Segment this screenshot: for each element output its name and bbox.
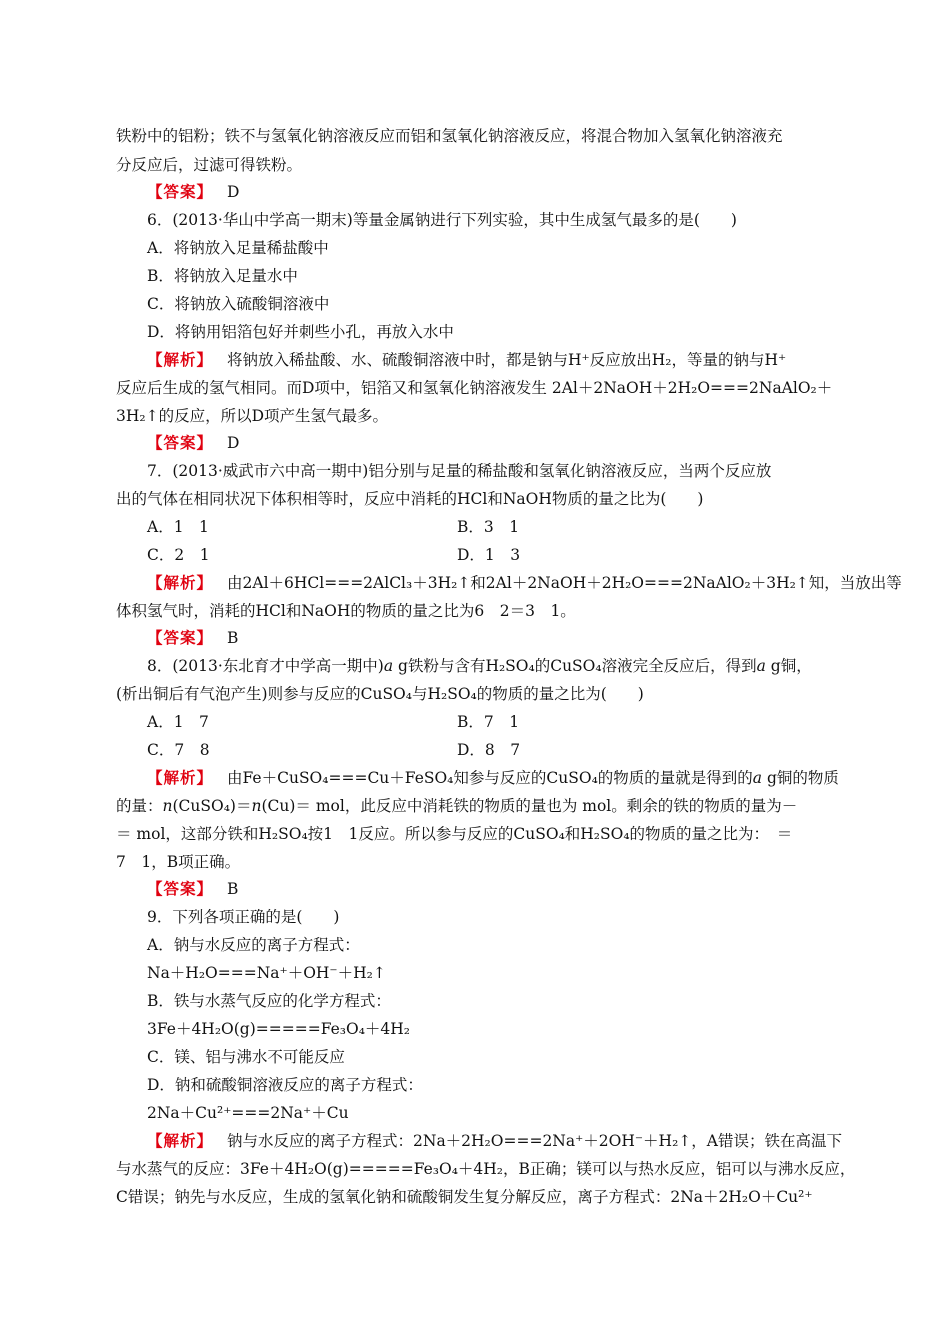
option-b: B．3 1: [457, 518, 520, 536]
analysis-line: 体积氢气时，消耗的HCl和NaOH的物质的量之比为6 2＝3 1。: [116, 602, 576, 620]
answer-value: D: [227, 183, 240, 201]
option-b: B．将钠放入足量水中: [147, 267, 298, 285]
question-stem: 8．(2013·东北育才中学高一期中)a g铁粉与含有H₂SO₄的CuSO₄溶液完全反应后，得到a g铜，: [147, 657, 812, 675]
analysis-line: 【解析】 由Fe＋CuSO₄===Cu＋FeSO₄知参与反应的CuSO₄的物质的量就是得到的a g铜的物质: [147, 768, 839, 787]
analysis-line: 7 1，B项正确。: [116, 853, 241, 871]
question-stem: 9．下列各项正确的是( ): [147, 908, 340, 926]
question-stem: 7．(2013·威武市六中高一期中)铝分别与足量的稀盐酸和氢氧化钠溶液反应，当两个反应放: [147, 462, 772, 480]
option-row: [0, 517, 950, 537]
answer-label: 【答案】: [147, 628, 214, 647]
option-c: C．2 1: [147, 546, 210, 564]
option-a: A．1 1: [147, 518, 209, 536]
question-stem: 出的气体在相同状况下体积相等时，反应中消耗的HCl和NaOH物质的量之比为( ): [116, 490, 704, 508]
answer-value: B: [227, 880, 239, 898]
analysis-line: 的量：n(CuSO₄)＝n(Cu)＝ mol，此反应中消耗铁的物质的量也为 mol。剩余的铁的物质的量为－: [116, 797, 798, 815]
option-d: D．1 3: [457, 546, 521, 564]
option-c: C．镁、铝与沸水不可能反应: [147, 1048, 345, 1066]
paragraph-line: 分反应后，过滤可得铁粉。: [116, 156, 303, 174]
question-stem: 6．(2013·华山中学高一期末)等量金属钠进行下列实验，其中生成氢气最多的是( ): [147, 211, 737, 229]
analysis-line: [0, 1131, 950, 1151]
option-d: D．钠和硫酸铜溶液反应的离子方程式：: [147, 1076, 423, 1094]
analysis-line: 与水蒸气的反应：3Fe＋4H₂O(g)=====Fe₃O₄＋4H₂，B正确；镁可以与热水反应，铝可以与沸水反应，: [116, 1160, 856, 1178]
option-a: A．1 7: [147, 713, 209, 731]
option-a: A．将钠放入足量稀盐酸中: [147, 239, 329, 257]
answer-label: 【答案】: [147, 879, 214, 898]
question-stem: (析出铜后有气泡产生)则参与反应的CuSO₄与H₂SO₄的物质的量之比为( ): [116, 685, 644, 703]
equation: 3Fe＋4H₂O(g)=====Fe₃O₄＋4H₂: [147, 1020, 411, 1038]
answer-line: [0, 182, 950, 202]
analysis-text: 钠与水反应的离子方程式：2Na＋2H₂O===2Na⁺＋2OH⁻＋H₂↑，A错误；铁在高温下: [227, 1132, 842, 1150]
option-row: [0, 740, 950, 760]
analysis-text: 由2Al＋6HCl===2AlCl₃＋3H₂↑和2Al＋2NaOH＋2H₂O===2NaAlO₂＋3H₂↑知，当放出等: [227, 574, 902, 592]
option-c: C．将钠放入硫酸铜溶液中: [147, 295, 330, 313]
analysis-line: ＝ mol，这部分铁和H₂SO₄按1 1反应。所以参与反应的CuSO₄和H₂SO₄的物质的量之比为： ＝: [116, 825, 793, 843]
option-d: D．将钠用铝箔包好并刺些小孔，再放入水中: [147, 323, 454, 341]
answer-line: [0, 879, 950, 899]
analysis-text: 将钠放入稀盐酸、水、硫酸铜溶液中时，都是钠与H⁺反应放出H₂，等量的钠与H⁺: [227, 351, 787, 369]
analysis-line: 反应后生成的氢气相同。而D项中，铝箔又和氢氧化钠溶液发生 2Al＋2NaOH＋2H₂O===2NaAlO₂＋: [116, 379, 833, 397]
option-row: [0, 712, 950, 732]
option-a: A．钠与水反应的离子方程式：: [147, 936, 360, 954]
answer-label: 【答案】: [147, 182, 214, 201]
analysis-line: [0, 350, 950, 370]
analysis-line: C错误；钠先与水反应，生成的氢氧化钠和硫酸铜发生复分解反应，离子方程式：2Na＋2H₂O＋Cu²⁺: [116, 1188, 813, 1206]
answer-line: [0, 628, 950, 648]
analysis-label: 【解析】: [147, 1131, 214, 1150]
option-row: [0, 545, 950, 565]
analysis-label: 【解析】: [147, 573, 214, 592]
answer-label: 【答案】: [147, 433, 214, 452]
option-c: C．7 8: [147, 741, 210, 759]
analysis-line: 3H₂↑的反应，所以D项产生氢气最多。: [116, 407, 389, 425]
analysis-label: 【解析】: [147, 350, 214, 369]
equation: Na＋H₂O===Na⁺＋OH⁻＋H₂↑: [147, 964, 386, 982]
analysis-label: 【解析】: [147, 768, 214, 787]
equation: 2Na＋Cu²⁺===2Na⁺＋Cu: [147, 1104, 349, 1122]
answer-value: B: [227, 629, 239, 647]
option-b: B．7 1: [457, 713, 520, 731]
option-d: D．8 7: [457, 741, 521, 759]
paragraph-line: 铁粉中的铝粉；铁不与氢氧化钠溶液反应而铝和氢氧化钠溶液反应，将混合物加入氢氧化钠溶液充: [116, 127, 783, 145]
analysis-line: [0, 573, 950, 593]
option-b: B．铁与水蒸气反应的化学方程式：: [147, 992, 391, 1010]
answer-line: [0, 433, 950, 453]
answer-value: D: [227, 434, 240, 452]
